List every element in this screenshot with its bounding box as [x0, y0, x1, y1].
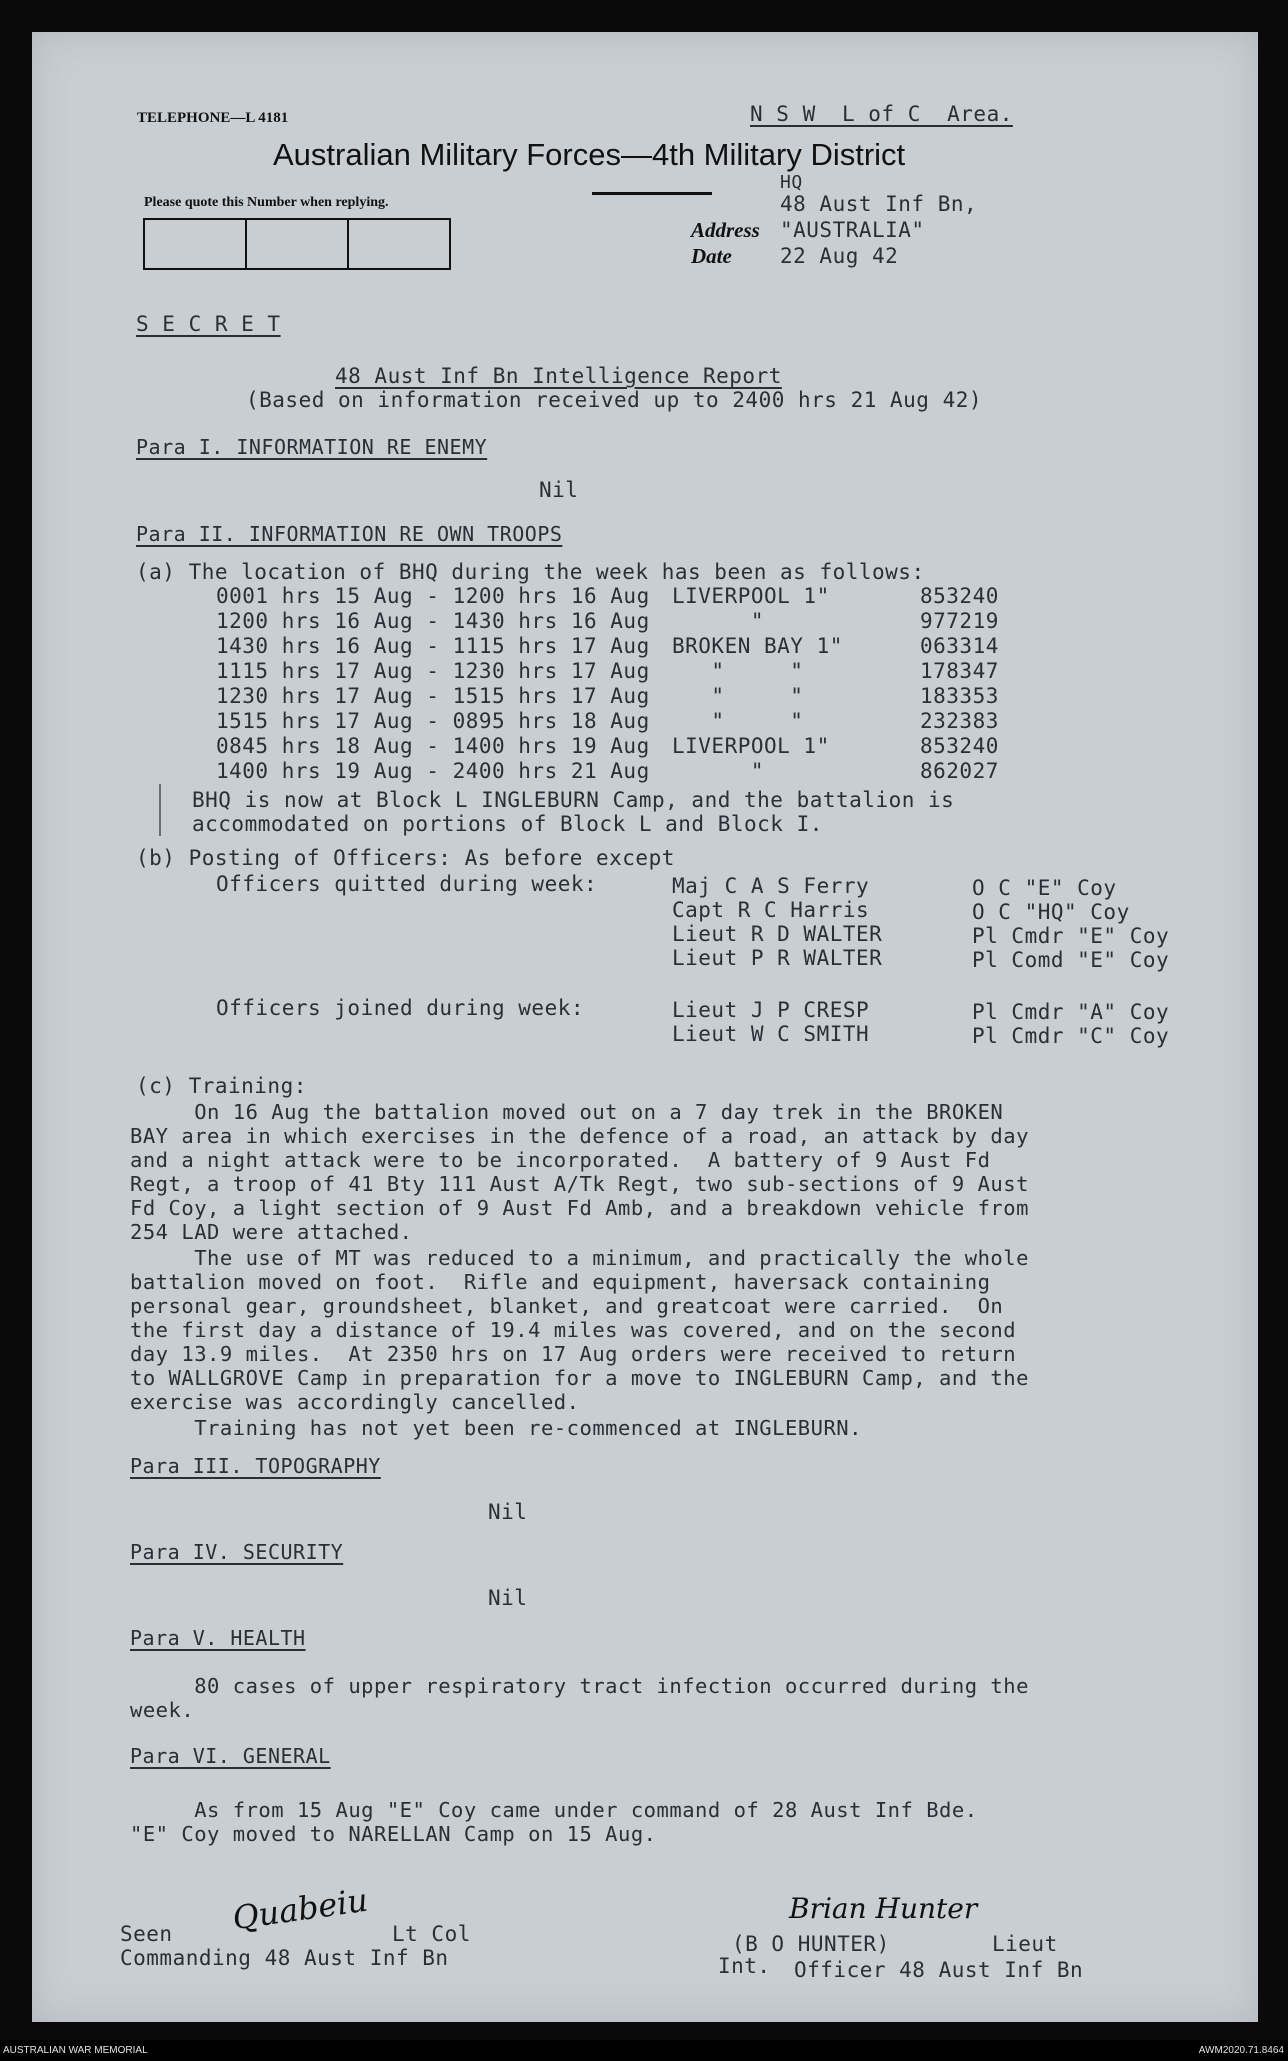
- report-subtitle: (Based on information received up to 2400 hrs 21 Aug 42): [246, 388, 983, 412]
- archive-footer: [0, 2040, 1288, 2061]
- para2-c-intro: (c) Training:: [136, 1074, 307, 1098]
- para2-a-intro: (a) The location of BHQ during the week has been as follows:: [136, 560, 925, 584]
- classification: S E C R E T: [136, 312, 281, 336]
- para4-heading: Para IV. SECURITY: [130, 1540, 344, 1564]
- intelligence-officer-title: Officer 48 Aust Inf Bn: [794, 1958, 1084, 1982]
- title-rule: [592, 192, 712, 195]
- report-title: 48 Aust Inf Bn Intelligence Report: [335, 364, 782, 388]
- para1-body: Nil: [539, 478, 579, 502]
- para2-b-intro: (b) Posting of Officers: As before except: [136, 846, 675, 870]
- reference-boxes: [143, 218, 451, 270]
- para6-line2: "E" Coy moved to NARELLAN Camp on 15 Aug.: [130, 1822, 657, 1846]
- letterhead-title: Australian Military Forces—4th Military District: [273, 137, 906, 172]
- intelligence-officer-name: (B O HUNTER): [732, 1932, 890, 1956]
- para5-heading: Para V. HEALTH: [130, 1626, 306, 1650]
- intelligence-officer-signature: Brian Hunter: [789, 1892, 978, 1925]
- quitted-label: Officers quitted during week:: [216, 872, 598, 896]
- intelligence-int-label: Int.: [718, 1954, 771, 1978]
- area-heading: N S W L of C Area.: [750, 102, 1013, 126]
- bhq-note-2: accommodated on portions of Block L and Block I.: [192, 812, 823, 836]
- seen-label: Seen: [120, 1922, 173, 1946]
- para4-body: Nil: [488, 1586, 528, 1610]
- quote-number-note: Please quote this Number when replying.: [144, 195, 389, 210]
- bhq-note-1: BHQ is now at Block L INGLEBURN Camp, and the battalion is: [192, 788, 955, 812]
- address-unit: 48 Aust Inf Bn,: [780, 192, 978, 216]
- para3-body: Nil: [488, 1500, 528, 1524]
- joined-label: Officers joined during week:: [216, 996, 585, 1020]
- date-value: 22 Aug 42: [780, 244, 899, 268]
- para6-line1: As from 15 Aug "E" Coy came under command of 28 Aust Inf Bde.: [130, 1798, 978, 1822]
- commanding-rank: Lt Col: [392, 1922, 471, 1946]
- commanding-title: Commanding 48 Aust Inf Bn: [120, 1946, 449, 1970]
- telephone-line: TELEPHONE—L 4181: [137, 110, 289, 126]
- para5-line2: week.: [130, 1698, 195, 1722]
- hq-line: HQ: [780, 172, 803, 193]
- address-label: Address: [691, 218, 760, 242]
- intelligence-officer-rank: Lieut: [992, 1932, 1058, 1956]
- margin-bracket: [159, 784, 161, 836]
- footer-left: AUSTRALIAN WAR MEMORIAL: [3, 2045, 148, 2056]
- para2-heading: Para II. INFORMATION RE OWN TROOPS: [136, 522, 563, 546]
- para5-line1: 80 cases of upper respiratory tract infection occurred during the: [130, 1674, 1029, 1698]
- address-value: "AUSTRALIA": [780, 218, 925, 242]
- footer-right: AWM2020.71.8464: [1198, 2045, 1284, 2056]
- commanding-officer-signature: Quabeiu: [230, 1880, 371, 1938]
- document-sheet: TELEPHONE—L 4181 Australian Military Forces—4th Military District Please quote this Number when replying. N S W L of C Area. HQ Address 48 Aust Inf Bn, "AUSTRALIA" Date 22 Aug 42 S E C R E T 48 Aust Inf Bn Intelligence Report (Based on information received up to 2400 hrs 21 Aug 42) Para I. INFORMATION RE ENEMY Nil Para II. INFORMATION RE OWN TROOPS (a) The location of BHQ during the week has been as follows: 0001 hrs 15 Aug - 1200 hrs 16 Aug LIVERPOOL 1" 853240 1200 hrs 16 Aug - 1430 hrs 16 Aug " 977219 1430 hrs 16 Aug - 1115 hrs 17 Aug BROKEN BAY 1" 063314 1115 hrs 17 Aug - 1230 hrs 17 Aug " " 178347 1230 hrs 17 Aug - 1515 hrs 17 Aug " " 183353 1515 hrs 17 Aug - 0895 hrs 18 Aug " " 232383 0845 hrs 18 Aug - 1400 hrs 19 Aug LIVERPOOL 1" 853240 1400 hrs 19 Aug - 2400 hrs 21 Aug " 862027 BHQ is now at Block L INGLEBURN Camp, and the battalion is accommodated on portions of Block L and Block I. (b) Posting of Officers: As before except Officers quitted during week: Maj C A S Ferry O C "E" Coy Capt R C Harris O C "HQ" Coy Lieut R D WALTER Pl Cmdr "E" Coy Lieut P R WALTER Pl Comd "E" Coy Officers joined during week: Lieut J P CRESP Pl Cmdr "A" Coy Lieut W C SMITH Pl Cmdr "C" Coy (c) Training: On 16 Aug the battalion moved out on a 7 day trek in the BROKEN BAY area in which exercises in the defence of a road, an attack by day and a night attack were to be incorporated. A battery of 9 Aust Fd Regt, a troop of 41 Bty 111 Aust A/Tk Regt, two sub-sections of 9 Aust Fd Coy, a light section of 9 Aust Fd Amb, and a breakdown vehicle from 254 LAD were attached. The use of MT was reduced to a minimum, and practically the whole battalion moved on foot. Rifle and equipment, haversack containing personal gear, groundsheet, blanket, and greatcoat were carried. On the first day a distance of 19.4 miles was covered, and on the second day 13.9 miles. At 2350 hrs on 17 Aug orders were received to return to WALLGROVE Camp in preparation for a move to INGLEBURN Camp, and the exercise was accordingly cancelled. Training has not yet been re-commenced at INGLEBURN. Para III. TOPOGRAPHY Nil Para IV. SECURITY Nil Para V. HEALTH 80 cases of upper respiratory tract infection occurred during the week. Para VI. GENERAL As from 15 Aug "E" Coy came under command of 28 Aust Inf Bde. "E" Coy moved to NARELLAN Camp on 15 Aug. Quabeiu Seen Lt Col Commanding 48 Aust Inf Bn Brian Hunter (B O HUNTER) Lieut Int. Officer 48 Aust Inf Bn: [32, 32, 1258, 2022]
- para3-heading: Para III. TOPOGRAPHY: [130, 1454, 381, 1478]
- date-label: Date: [691, 244, 732, 268]
- para1-heading: Para I. INFORMATION RE ENEMY: [136, 435, 488, 459]
- para6-heading: Para VI. GENERAL: [130, 1744, 331, 1768]
